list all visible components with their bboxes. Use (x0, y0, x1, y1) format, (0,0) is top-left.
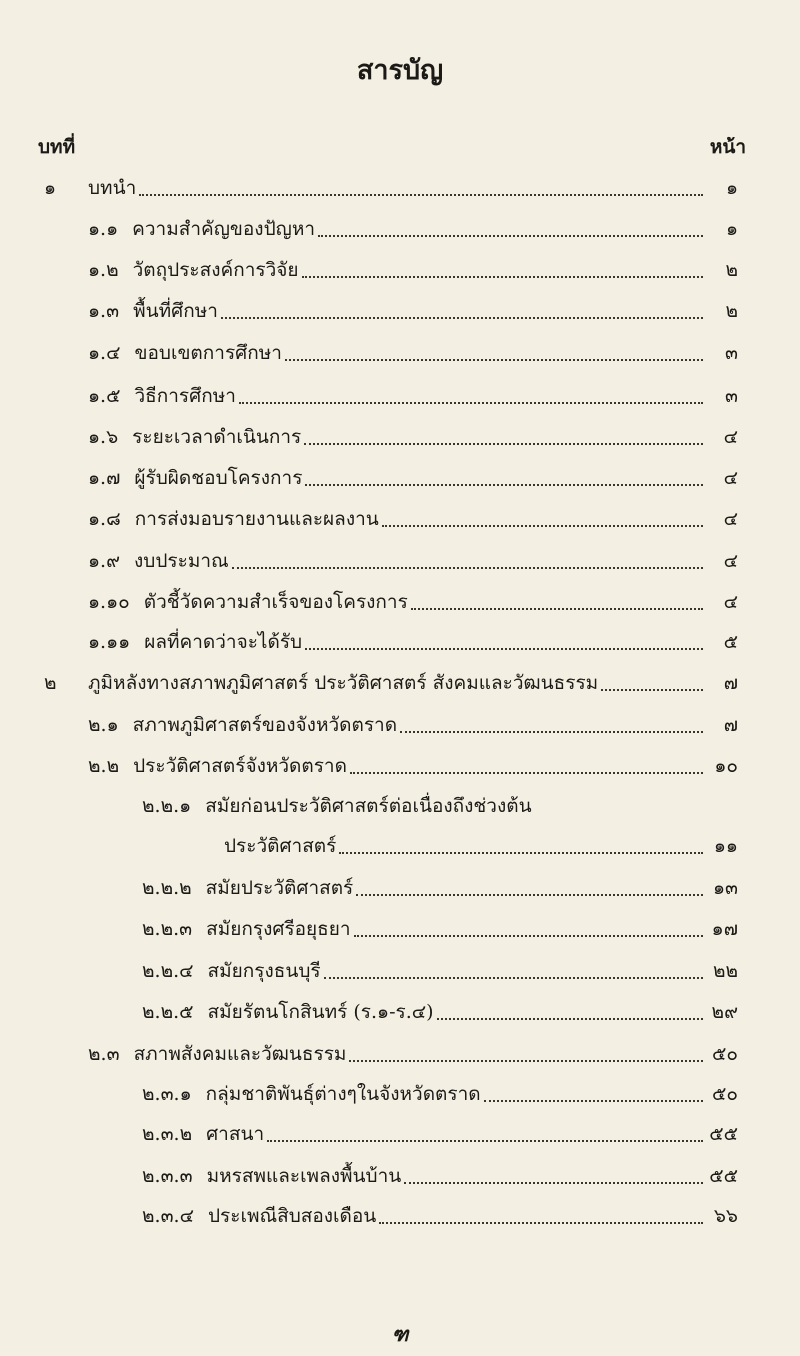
dot-leader (356, 872, 703, 896)
page-number: ๒ (725, 259, 738, 281)
dot-leader (349, 1038, 703, 1062)
section-number: ๒.๑ (88, 714, 119, 736)
toc-entry[interactable] (88, 462, 738, 494)
dot-leader (484, 1078, 703, 1102)
toc-row (0, 1078, 800, 1110)
dot-leader (379, 1200, 703, 1224)
section-number: ๑.๗ (88, 467, 121, 489)
toc-row (0, 586, 800, 618)
section-title: ตัวชี้วัดความสำเร็จของโครงการ (143, 591, 408, 613)
section-title: ผลที่คาดว่าจะได้รับ (144, 631, 303, 653)
toc-row (0, 1038, 800, 1070)
dot-leader (305, 462, 703, 486)
toc-row (0, 1160, 800, 1192)
section-title: งบประมาณ (134, 550, 229, 572)
section-number: ๑.๖ (88, 426, 119, 448)
toc-row (0, 913, 800, 945)
section-title: ภูมิหลังทางสภาพภูมิศาสตร์ ประวัติศาสตร์ สังคมและวัฒนธรรม (88, 672, 599, 694)
section-title: สภาพสังคมและวัฒนธรรม (133, 1043, 347, 1065)
section-title: ประวัติศาสตร์จังหวัดตราด (133, 755, 347, 777)
section-number: ๑.๓ (88, 300, 120, 322)
dot-leader (285, 337, 703, 361)
dot-leader (302, 254, 703, 278)
toc-entry[interactable] (88, 1038, 738, 1070)
page-column-header: หน้า (709, 136, 746, 158)
section-number: ๑.๒ (88, 259, 119, 281)
section-title: มหรสพและเพลงพื้นบ้าน (206, 1165, 402, 1187)
page-number: ๖๖ (713, 1205, 738, 1227)
dot-leader (404, 1160, 703, 1184)
toc-row (0, 545, 800, 577)
dot-leader (382, 503, 703, 527)
section-title: ขอบเขตการศึกษา (134, 342, 282, 364)
section-title: ประเพณีสิบสองเดือน (207, 1205, 377, 1227)
page-number: ๕๐ (712, 1043, 738, 1065)
section-title: กลุ่มชาติพันธุ์ต่างๆในจังหวัดตราด (205, 1083, 481, 1105)
section-number: ๒.๒.๑ (142, 795, 192, 817)
dot-leader (354, 913, 703, 937)
page-number: ๔ (723, 467, 738, 489)
section-number: ๒.๓.๔ (142, 1205, 194, 1227)
section-number: ๒.๒.๒ (142, 877, 192, 899)
toc-entry[interactable] (88, 172, 738, 204)
toc-row (0, 380, 800, 412)
chapter-column-header: บทที่ (38, 136, 76, 158)
toc-entry[interactable] (142, 872, 738, 904)
toc-row (0, 626, 800, 658)
page-number: ๑๓ (712, 877, 738, 899)
dot-leader (350, 750, 703, 774)
toc-entry[interactable] (224, 830, 738, 862)
toc-entry[interactable] (88, 295, 738, 327)
section-title: ศาสนา (206, 1123, 265, 1145)
section-title: วัตถุประสงค์การวิจัย (132, 259, 299, 281)
dot-leader (324, 955, 703, 979)
section-title: พื้นที่ศึกษา (133, 300, 218, 322)
page-number: ๔ (723, 550, 738, 572)
page-number: ๑๐ (714, 755, 738, 777)
toc-row (0, 213, 800, 245)
section-number: ๑.๕ (88, 385, 121, 407)
chapter-number: ๒ (44, 672, 57, 694)
dot-leader (305, 626, 703, 650)
dot-leader (400, 709, 703, 733)
section-title: ประวัติศาสตร์ (224, 835, 337, 857)
dot-leader (221, 295, 703, 319)
section-number: ๒.๓ (88, 1043, 120, 1065)
toc-row (0, 254, 800, 286)
page-number: ๑๑ (713, 835, 738, 857)
toc-entry[interactable] (88, 254, 738, 286)
section-title: ความสำคัญของปัญหา (132, 218, 316, 240)
toc-entry[interactable] (88, 380, 738, 412)
dot-leader (304, 421, 703, 445)
page-number: ๕ (723, 631, 738, 653)
page-number: ๑๗ (711, 918, 738, 940)
page-number: ๓ (725, 342, 738, 364)
toc-entry[interactable] (142, 1078, 738, 1110)
toc-entry[interactable] (142, 996, 738, 1028)
toc-row (0, 295, 800, 327)
section-title: วิธีการศึกษา (134, 385, 236, 407)
dot-leader (318, 213, 703, 237)
page-number: ๒๙ (711, 1001, 738, 1023)
dot-leader (239, 380, 703, 404)
section-number: ๑.๘ (88, 508, 121, 530)
toc-entry[interactable] (142, 913, 738, 945)
section-title: สมัยกรุงธนบุรี (207, 960, 321, 982)
toc-row (0, 790, 800, 822)
section-title: สมัยรัตนโกสินทร์ (ร.๑-ร.๔) (207, 1001, 434, 1023)
dot-leader (411, 586, 703, 610)
section-number: ๒.๓.๑ (142, 1083, 192, 1105)
toc-entry[interactable] (142, 790, 532, 822)
toc-row (0, 172, 800, 204)
dot-leader (267, 1118, 703, 1142)
section-title: การส่งมอบรายงานและผลงาน (134, 508, 379, 530)
toc-row (0, 1118, 800, 1150)
dot-leader (339, 830, 703, 854)
section-title: สมัยประวัติศาสตร์ (205, 877, 354, 899)
toc-entry[interactable] (142, 1200, 738, 1232)
toc-row (0, 750, 800, 782)
section-number: ๒.๒.๓ (142, 918, 193, 940)
section-number: ๒.๓.๒ (142, 1123, 193, 1145)
section-number: ๒.๓.๓ (142, 1165, 193, 1187)
page-number: ๕๐ (712, 1083, 738, 1105)
page-number: ๗ (723, 672, 738, 694)
section-title: ผู้รับผิดชอบโครงการ (134, 467, 303, 489)
dot-leader (232, 545, 703, 569)
toc-entry[interactable] (88, 421, 738, 453)
section-title: สมัยก่อนประวัติศาสตร์ต่อเนื่องถึงช่วงต้น (205, 795, 532, 817)
toc-row (0, 337, 800, 369)
page-number: ๓ (725, 385, 738, 407)
section-number: ๒.๒.๔ (142, 960, 194, 982)
toc-row (0, 830, 800, 862)
section-number: ๑.๔ (88, 342, 121, 364)
page-title: สารบัญ (356, 55, 444, 86)
section-number: ๑.๑๐ (88, 591, 130, 613)
section-number: ๑.๙ (88, 550, 121, 572)
toc-entry[interactable] (88, 626, 738, 658)
toc-row (0, 462, 800, 494)
page-number: ๕๕ (709, 1165, 738, 1187)
toc-row (0, 421, 800, 453)
toc-entry[interactable] (142, 1160, 738, 1192)
chapter-number: ๑ (44, 177, 57, 199)
page-number: ๔ (723, 508, 738, 530)
page-number: ๔ (723, 591, 738, 613)
toc-entry[interactable] (88, 750, 738, 782)
section-title: บทนำ (88, 177, 137, 199)
page-number: ๑ (725, 218, 738, 240)
toc-row (0, 955, 800, 987)
toc-entry[interactable] (88, 545, 738, 577)
dot-leader (139, 172, 703, 196)
toc-row (0, 872, 800, 904)
toc-entry[interactable] (88, 337, 738, 369)
section-number: ๒.๒.๕ (142, 1001, 194, 1023)
section-title: ระยะเวลาดำเนินการ (132, 426, 302, 448)
section-number: ๒.๒ (88, 755, 120, 777)
page-number: ๒ (725, 300, 738, 322)
toc-entry[interactable] (88, 709, 738, 741)
toc-row (0, 503, 800, 535)
toc-entry[interactable] (88, 667, 738, 699)
section-title: สมัยกรุงศรีอยุธยา (206, 918, 351, 940)
page-number: ๕๕ (709, 1123, 738, 1145)
toc-entry[interactable] (142, 1118, 738, 1150)
toc-entry[interactable] (88, 213, 738, 245)
toc-entry[interactable] (142, 955, 738, 987)
toc-row (0, 1200, 800, 1232)
page-number-footer: ฑ (391, 1322, 409, 1346)
dot-leader (437, 996, 703, 1020)
dot-leader (601, 667, 703, 691)
toc-entry[interactable] (88, 503, 738, 535)
section-number: ๑.๑๑ (88, 631, 131, 653)
page-number: ๗ (723, 714, 738, 736)
toc-row (0, 709, 800, 741)
toc-entry[interactable] (88, 586, 738, 618)
toc-row (0, 996, 800, 1028)
toc-row (0, 667, 800, 699)
section-title: สภาพภูมิศาสตร์ของจังหวัดตราด (132, 714, 398, 736)
page-number: ๑ (725, 177, 738, 199)
page-number: ๔ (723, 426, 738, 448)
section-number: ๑.๑ (88, 218, 119, 240)
page-number: ๒๒ (712, 960, 738, 982)
